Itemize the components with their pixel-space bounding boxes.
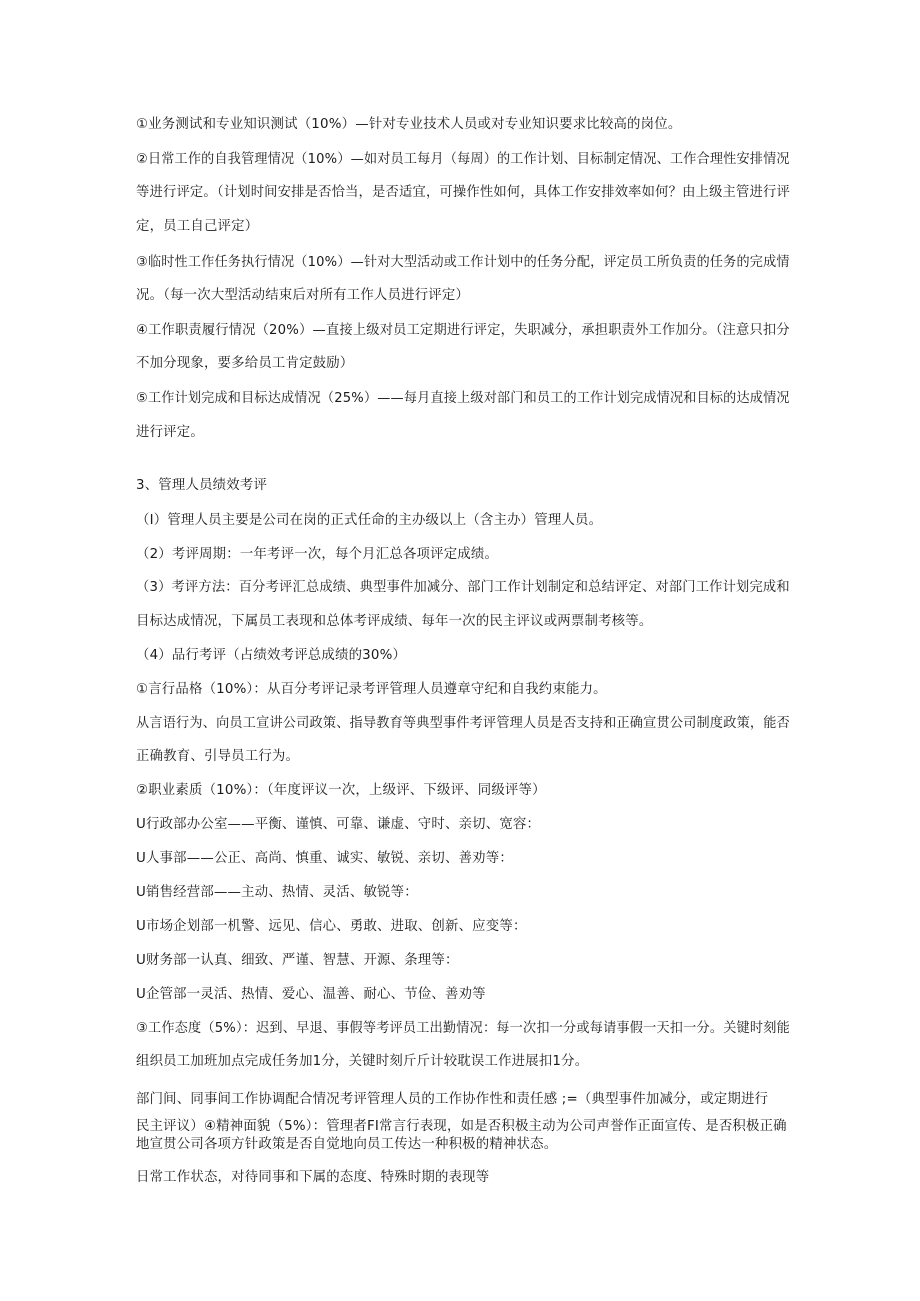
paragraph-line: （3）考评方法：百分考评汇总成绩、典型事件加减分、部门工作计划制定和总结评定、对部门工作计划完成和	[136, 580, 790, 595]
list-item: U企管部一灵活、热情、爱心、温善、耐心、节俭、善劝等	[136, 987, 486, 1002]
paragraph-line: 从言语行为、向员工宣讲公司政策、指导教育等典型事件考评管理人员是否支持和正确宣贯公司制度政策，能否	[136, 716, 790, 731]
paragraph-line: ④工作职责履行情况（20%）—直接上级对员工定期进行评定，失职减分，承担职责外工作加分。（注意只扣分	[136, 323, 790, 338]
list-item: U行政部办公室——平衡、谨慎、可靠、谦虚、守时、亲切、宽容：	[136, 817, 541, 832]
paragraph-line: 地宣贯公司各项方针政策是否自觉地向员工传达一种积极的精神状态。	[136, 1137, 558, 1152]
paragraph-line: 目标达成情况，下属员工表现和总体考评成绩、每年一次的民主评议或两票制考核等。	[136, 614, 653, 629]
paragraph-line: ⑤工作计划完成和目标达成情况（25%）——每月直接上级对部门和员工的工作计划完成情况和目标的达成情况	[136, 391, 790, 406]
paragraph-line: ②日常工作的自我管理情况（10%）—如对员工每月（每周）的工作计划、目标制定情况、工作合理性安排情况	[136, 152, 790, 167]
paragraph-line: （I）管理人员主要是公司在岗的正式任命的主办级以上（含主办）管理人员。	[136, 513, 603, 528]
paragraph-line: 日常工作状态，对待同事和下属的态度、特殊时期的表现等	[136, 1170, 490, 1185]
paragraph-line: ①业务测试和专业知识测试（10%）—针对专业技术人员或对专业知识要求比较高的岗位。	[136, 117, 682, 132]
section-heading: 3、管理人员绩效考评	[136, 478, 268, 493]
paragraph-line: （4）品行考评（占绩效考评总成绩的30%）	[136, 648, 407, 663]
paragraph-line: 定，员工自己评定）	[136, 219, 259, 234]
paragraph-line: 民主评议）④精神面貌（5%）：管理者FI常言行表现，如是否积极主动为公司声誉作正面宣传、是否积极正确	[136, 1119, 787, 1134]
paragraph-line: 组织员工加班加点完成任务加1分，关键时刻斤斤计较耽误工作进展扣1分。	[136, 1054, 589, 1069]
paragraph-line: 正确教育、引导员工行为。	[136, 749, 300, 764]
paragraph-line: ①言行品格（10%）：从百分考评记录考评管理人员遵章守纪和自我约束能力。	[136, 682, 607, 697]
paragraph-line: ③临时性工作任务执行情况（10%）—针对大型活动或工作计划中的任务分配，评定员工所负责的任务的完成情	[136, 255, 790, 270]
paragraph-line: 进行评定。	[136, 425, 204, 440]
paragraph-line: （2）考评周期：一年考评一次，每个月汇总各项评定成绩。	[136, 547, 499, 562]
paragraph-line: ③工作态度（5%）：迟到、早退、事假等考评员工出勤情况：每一次扣一分或每请事假一天扣一分。关键时刻能	[136, 1021, 790, 1036]
list-item: U市场企划部一机警、远见、信心、勇敢、进取、创新、应变等：	[136, 919, 527, 934]
paragraph-line: 等进行评定。（计划时间安排是否恰当，是否适宜，可操作性如何，具体工作安排效率如何？由上级主管进行评	[136, 185, 790, 200]
list-item: U销售经营部——主动、热情、灵活、敏锐等：	[136, 885, 418, 900]
list-item: U人事部——公正、高尚、慎重、诚实、敏锐、亲切、善劝等：	[136, 851, 513, 866]
paragraph-line: 部门间、同事间工作协调配合情况考评管理人员的工作协作性和责任感 ;=（典型事件加减分，或定期进行	[136, 1092, 769, 1107]
list-item: U财务部一认真、细致、严谨、智慧、开源、条理等：	[136, 953, 459, 968]
paragraph-line: 况。（每一次大型活动结束后对所有工作人员进行评定）	[136, 288, 470, 303]
paragraph-line: 不加分现象，要多给员工肯定鼓励）	[136, 356, 354, 371]
paragraph-line: ②职业素质（10%）：（年度评议一次，上级评、下级评、同级评等）	[136, 783, 546, 798]
